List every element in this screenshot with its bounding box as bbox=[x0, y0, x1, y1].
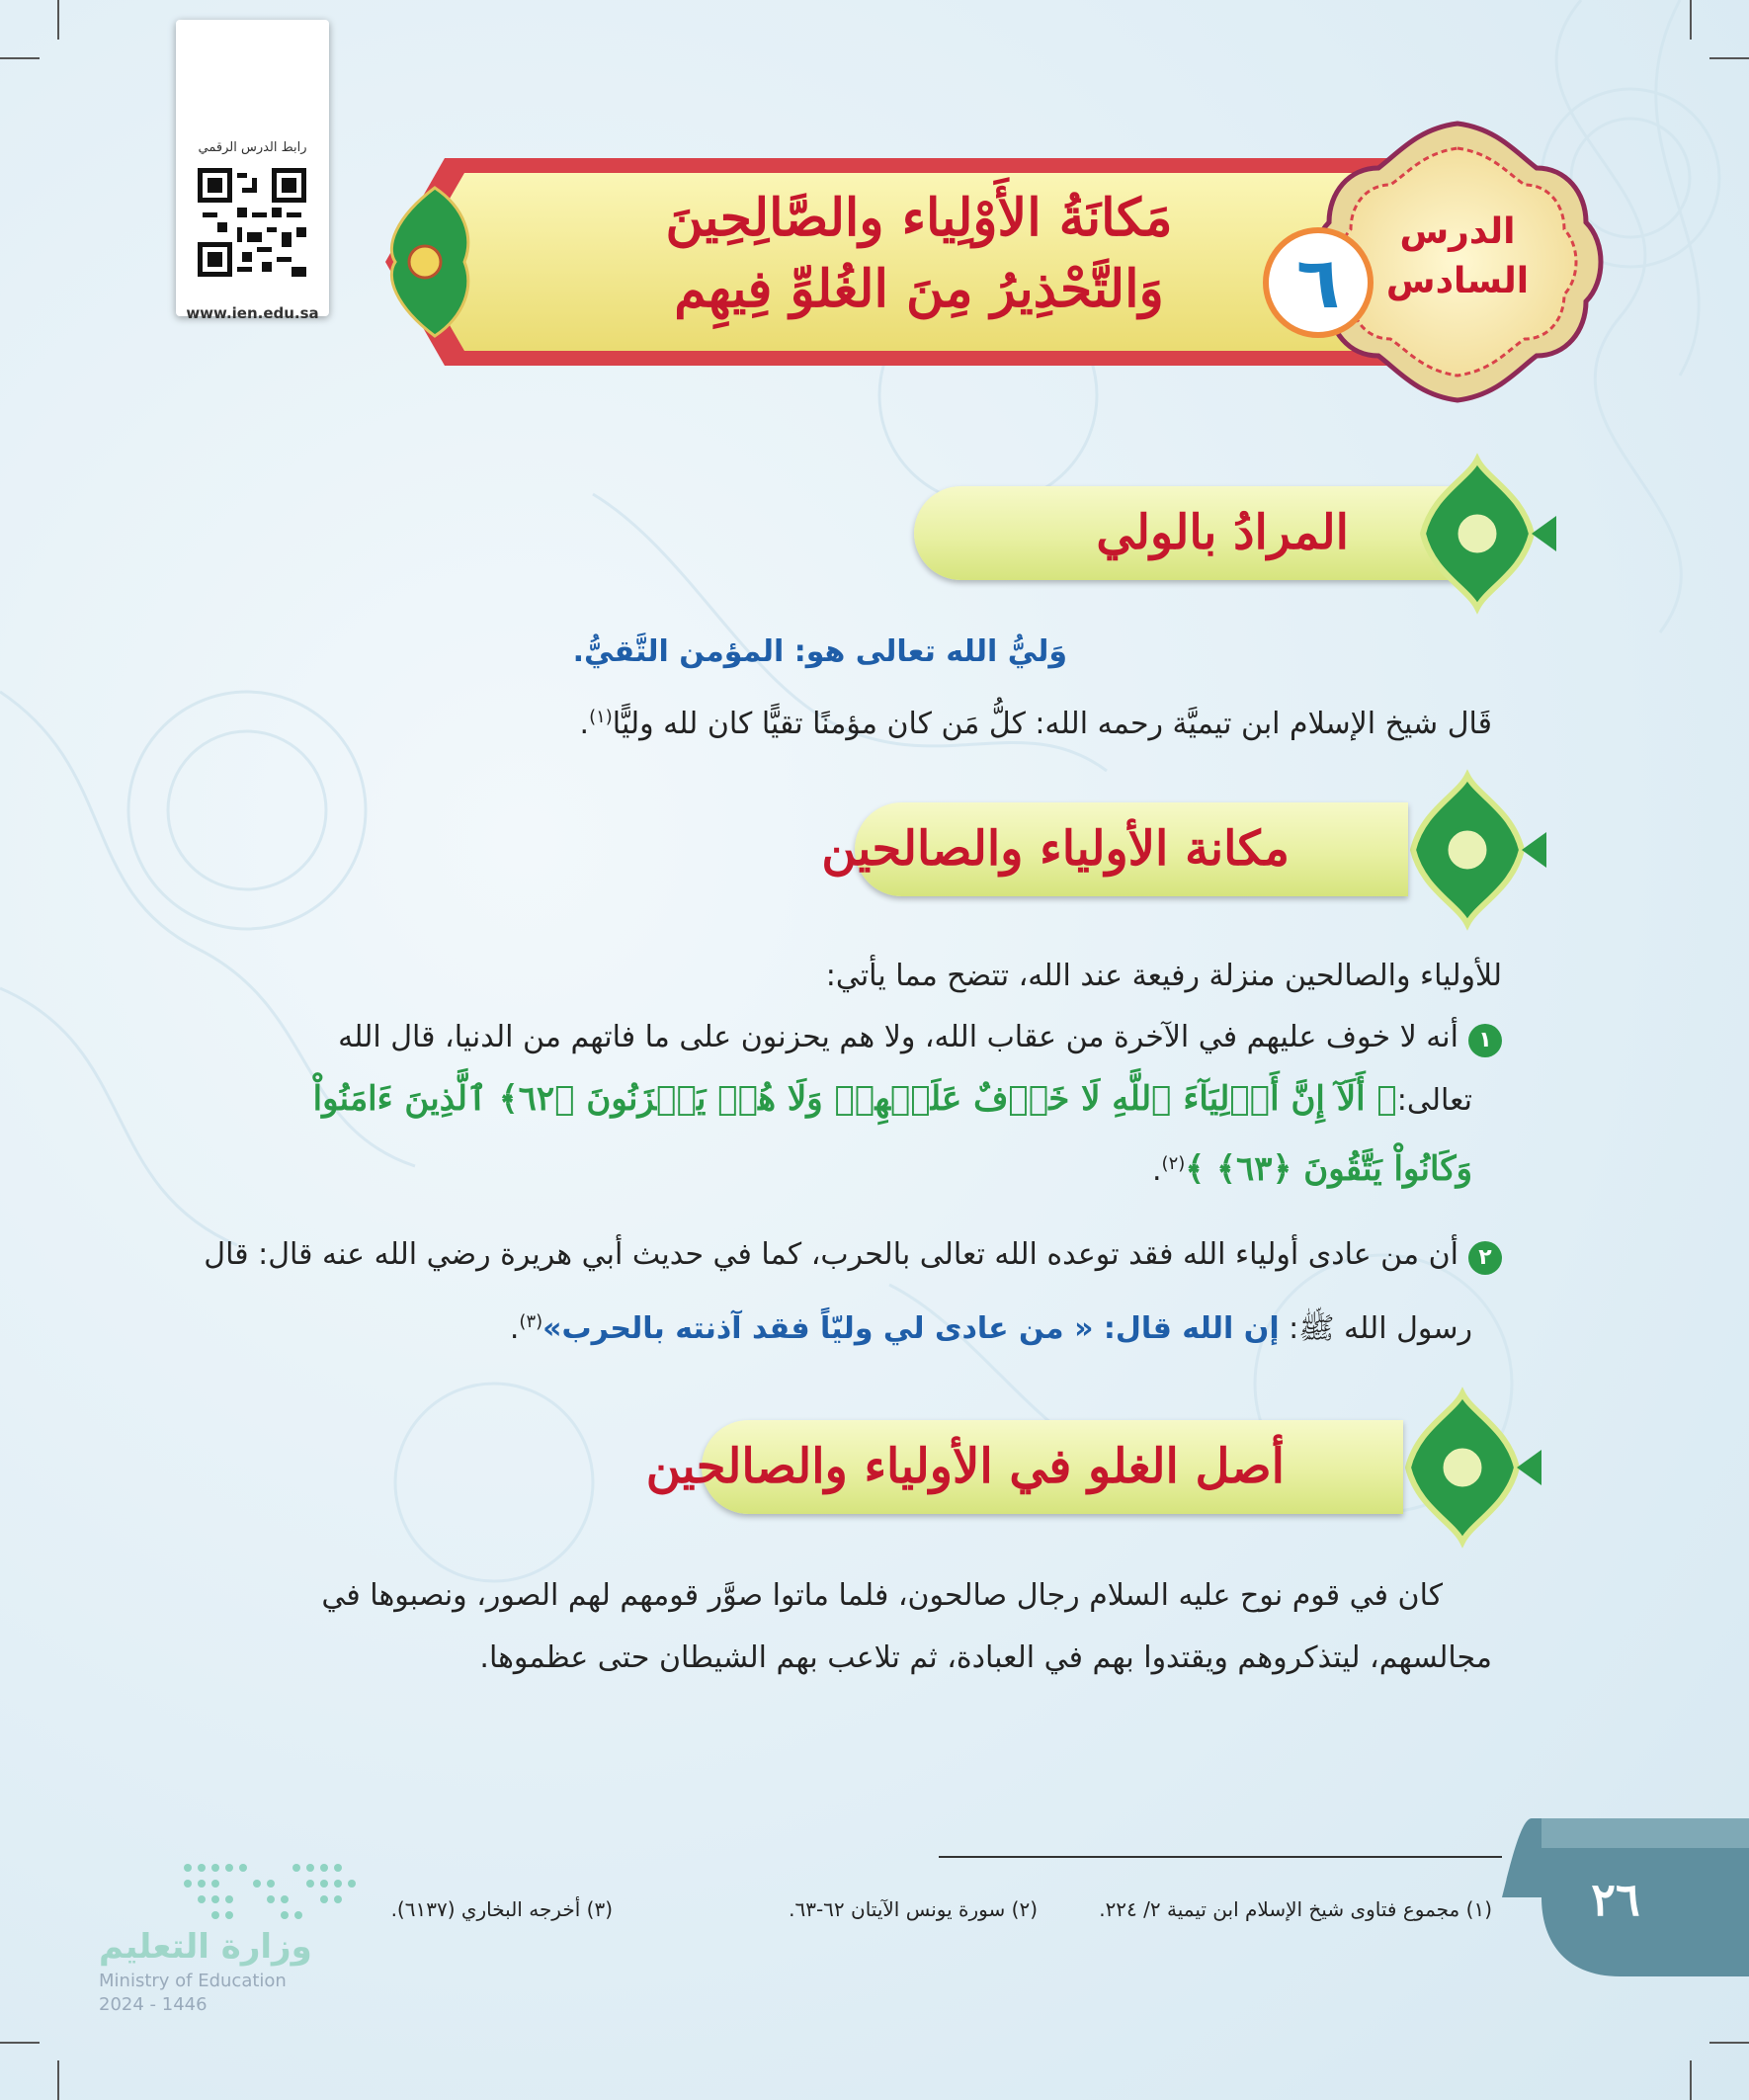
point-2-prefix: رسول الله ﷺ: bbox=[1289, 1311, 1472, 1346]
origin-text-2: مجالسهم، ليتذكروهم ويقتدوا بهم في العبادة، ثم تلاعب بهم الشيطان حتى عظموها. bbox=[479, 1640, 1492, 1675]
qr-url[interactable]: www.ien.edu.sa bbox=[186, 304, 319, 322]
point-1-end: . bbox=[1152, 1153, 1162, 1188]
footnote-1: (١) مجموع فتاوى شيخ الإسلام ابن تيمية ٢/ ٢٢٤. bbox=[1099, 1897, 1492, 1921]
wali-definition bbox=[573, 632, 1067, 672]
point-2-hadith: إن الله قال: « من عادى لي وليّاً فقد آذنته بالحرب» bbox=[542, 1311, 1280, 1346]
footnote-ref[interactable]: (٢) bbox=[1161, 1153, 1186, 1174]
quote-text: قَال شيخ الإسلام ابن تيميَّة رحمه الله: كلُّ مَن كان مؤمنًا تقيًّا كان لله وليًّا bbox=[612, 707, 1492, 741]
point-2-end: . bbox=[509, 1311, 520, 1346]
lesson-badge-line2: السادس bbox=[1385, 261, 1530, 301]
point-2-text: أن من عادى أولياء الله فقد توعده الله تعالى بالحرب، كما في حديث أبي هريرة رضي الله عنه قال: قال bbox=[204, 1237, 1458, 1272]
section-heading-text: أصل الغلو في الأولياء والصالحين bbox=[645, 1439, 1285, 1494]
quote-end: . bbox=[579, 707, 590, 741]
point-1-prefix: تعالى: bbox=[1396, 1083, 1472, 1118]
origin-text-1: كان في قوم نوح عليه السلام رجال صالحون، فلما ماتوا صوَّر قومهم لهم الصور، ونصبوها في bbox=[321, 1578, 1443, 1613]
point-1-text: أنه لا خوف عليهم في الآخرة من عقاب الله، ولا هم يحزنون على ما فاتهم من الدنيا، قال الله bbox=[338, 1020, 1458, 1054]
point-1-number: ١ bbox=[1468, 1024, 1502, 1057]
point-2-line-1 bbox=[204, 1235, 1502, 1275]
status-intro-text: للأولياء والصالحين منزلة رفيعة عند الله، تتضح مما يأتي: bbox=[825, 959, 1502, 993]
ministry-name-ar: وزارة التعليم bbox=[99, 1927, 312, 1967]
footnote-3: (٣) أخرجه البخاري (٦١٣٧). bbox=[390, 1897, 613, 1921]
lesson-badge-line1: الدرس bbox=[1399, 211, 1516, 252]
lesson-title-line2: وَالتَّحْذِيرُ مِنَ الغُلوِّ فِيهِم bbox=[674, 259, 1164, 319]
wali-definition-text: وَليُّ الله تعالى هو: المؤمن التَّقيُّ. bbox=[572, 634, 1067, 669]
footnote-rule bbox=[939, 1856, 1502, 1858]
origin-line-2 bbox=[479, 1638, 1492, 1678]
ibn-taymiyyah-quote bbox=[580, 698, 1492, 744]
origin-line-1 bbox=[321, 1576, 1443, 1616]
point-2-number: ٢ bbox=[1468, 1241, 1502, 1275]
lesson-number: ٦ bbox=[1263, 227, 1374, 338]
point-1-line-1 bbox=[338, 1018, 1502, 1057]
point-1-line-3 bbox=[1152, 1144, 1472, 1191]
ministry-name-en: Ministry of Education bbox=[99, 1971, 287, 1991]
section-heading-status bbox=[821, 802, 1408, 896]
section-heading-text: مكانة الأولياء والصالحين bbox=[821, 821, 1290, 877]
footnote-ref[interactable]: (١) bbox=[589, 707, 613, 727]
qr-label: رابط الدرس الرقمي bbox=[198, 140, 307, 155]
footnote-2: (٢) سورة يونس الآيتان ٦٢-٦٣. bbox=[789, 1897, 1038, 1921]
section-heading-text: المرادُ بالولي bbox=[1096, 505, 1349, 560]
point-1-line-2 bbox=[313, 1079, 1472, 1121]
ministry-logo-icon bbox=[178, 1858, 366, 1927]
point-2-line-2 bbox=[510, 1302, 1472, 1349]
page-number: ٢٦ bbox=[1591, 1873, 1640, 1926]
status-intro bbox=[826, 957, 1502, 996]
lesson-title-line1: مَكانَةُ الأَوْلِياء والصَّالِحِينَ bbox=[665, 188, 1173, 248]
section-heading-origin bbox=[645, 1420, 1403, 1514]
footnote-ref[interactable]: (٣) bbox=[519, 1311, 543, 1332]
point-1-ayah-line-1: ﴿ أَلَآ إِنَّ أَوۡلِيَآءَ ٱللَّهِ لَا خَوۡفٌ عَلَيۡهِمۡ وَلَا هُمۡ يَحۡزَنُونَ ﴿٦٢﴾ ٱلَّذِينَ ءَامَنُواْ bbox=[312, 1079, 1397, 1119]
point-1-ayah-line-2: وَكَانُواْ يَتَّقُونَ ﴿٦٣﴾ ﴾ bbox=[1185, 1149, 1472, 1189]
ministry-year: 2024 - 1446 bbox=[99, 1994, 208, 2015]
